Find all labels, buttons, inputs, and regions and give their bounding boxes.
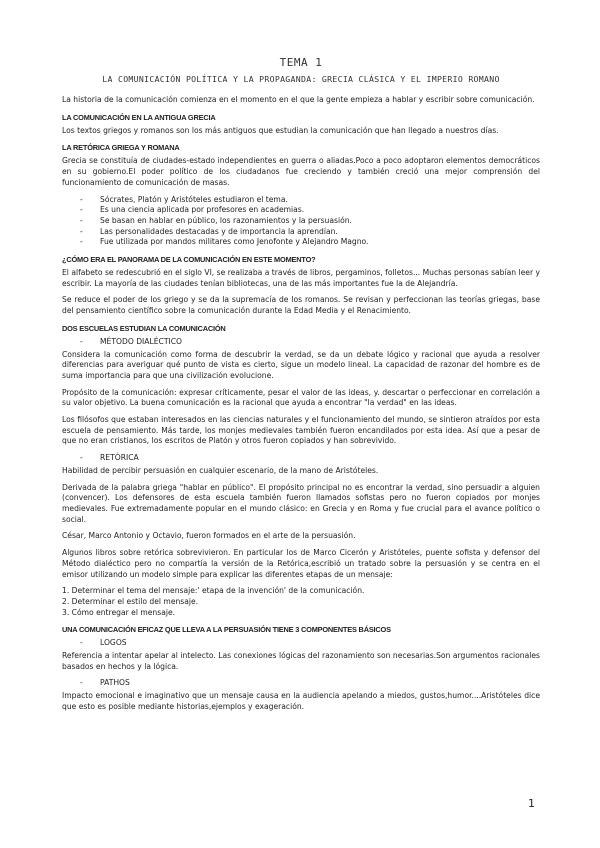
list-item: - Las personalidades destacadas y de importancia la aprendían. <box>62 227 540 238</box>
list-item: 1. Determinar el tema del mensaje:' etapa de la invención' de la comunicación. <box>62 586 365 596</box>
paragraph: Los textos griegos y romanos son los más antiguos que estudian la comunicación que han llegado a nuestros días. <box>62 125 499 135</box>
list-item: - Sócrates, Platón y Aristóteles estudiaron el tema. <box>62 195 540 206</box>
document-page <box>62 56 540 719</box>
paragraph: Referencia a intentar apelar al intelecto. Las conexiones lógicas del razonamiento son necesarias.Son argumentos racionales basados en hechos y la lógica. <box>62 651 540 671</box>
section-heading-escuelas: DOS ESCUELAS ESTUDIAN LA COMUNICACIÓN <box>62 323 226 333</box>
paragraph: Grecia se constituía de ciudades-estado independientes en guerra o aliadas.Poco a poco adoptaron elementos democráticos en su gobierno.El poder político de los ciudadanos fue creciendo y también creció una mejor comprensión del funcionamiento de comunicación de masas. <box>62 156 540 187</box>
page-number: 1 <box>528 797 535 810</box>
list-item: 2. Determinar el estilo del mensaje. <box>62 596 199 606</box>
paragraph: Los filósofos que estaban interesados en las ciencias naturales y el funcionamiento del mundo, se sintieron atraídos por esta escuela de pensamiento. Más tarde, los monjes medievales también fueron encandilados por esta idea. Así que a pesar de que no eran cristianos, los escritos de Platón y otros fueron copiados y han sobrevivido. <box>62 415 540 446</box>
topic-number: TEMA 1 <box>279 56 323 69</box>
numbered-list <box>62 586 540 618</box>
paragraph: Habilidad de percibir persuasión en cualquier escenario, de la mano de Aristóteles. <box>62 465 379 475</box>
intro-paragraph: La historia de la comunicación comienza en el momento en el que la gente empieza a hablar y escribir sobre comunicación. <box>62 95 535 104</box>
paragraph: Impacto emocional e imaginativo que un mensaje causa en la audiencia apelando a miedos, gustos,humor....Aristóteles dice que esto es posible mediante historias,ejemplos y exageración. <box>62 691 540 711</box>
paragraph: Derivada de la palabra griega "hablar en público". El propósito principal no es encontrar la verdad, sino persuadir a alguien (convencer). Los defensores de esta escuela también fueron llamados sofistas pero no fueron copiados por monjes medievales. Fue extremadamente popular en el mundo clásico: en Grecia y en Roma y fue crucial para el avance político o social. <box>62 482 540 524</box>
section-heading-componentes: UNA COMUNICACIÓN EFICAZ QUE LLEVA A LA PERSUASIÓN TIENE 3 COMPONENTES BÁSICOS <box>62 625 391 635</box>
list-item: 3. Cómo entregar el mensaje. <box>62 607 176 617</box>
subheading-retorica: - RETÓRICA <box>62 453 540 464</box>
paragraph: César, Marco Antonio y Octavio, fueron formados en el arte de la persuasión. <box>62 531 356 541</box>
paragraph: El alfabeto se redescubrió en el siglo VI, se realizaba a través de libros, pergaminos, folletos... Muchas personas sabían leer y escribir. La mayoría de las ciudades tenían bibliotecas, una de las más importantes fue la de Alejandría. <box>62 268 540 288</box>
list-item: - Fue utilizada por mandos militares como Jenofonte y Alejandro Magno. <box>62 237 540 248</box>
paragraph: Se reduce el poder de los griego y se da la supremacía de los romanos. Se revisan y perfeccionan las teorías griegas, base del pensamiento científico sobre la comunicación durante la Edad Media y el Renacimiento. <box>62 295 540 316</box>
list-item: - Se basan en hablar en público, los razonamientos y la persuasión. <box>62 216 540 227</box>
section-heading-grecia: LA COMUNICACIÓN EN LA ANTIGUA GRECIA <box>62 112 216 122</box>
paragraph: Algunos libros sobre retórica sobrevivieron. En particular los de Marco Cicerón y Aristóteles, puente sofista y defensor del Método dialéctico pero no compartía la versión de la Retórica,escribió un tratado sobre la persuasión y se centra en el emisor utilizando un modelo simple para explicar las diferentes etapas de un mensaje: <box>62 548 540 579</box>
bullet-list <box>62 195 540 249</box>
subheading-metodo-dialectico: - MÉTODO DIALÉCTICO <box>62 337 540 348</box>
subheading-pathos: - PATHOS <box>62 678 540 689</box>
paragraph: Considera la comunicación como forma de descubrir la verdad, se da un debate lógico y racional que ayuda a resolver diferencias para averiguar qué punto de vista es cierto, sigue un modelo lineal. La capacidad de razonar del hombre es de suma importancia para que una civilización evolucione. <box>62 349 540 380</box>
section-heading-retorica: LA RETÓRICA GRIEGA Y ROMANA <box>62 143 180 153</box>
section-heading-panorama: ¿CÓMO ERA EL PANORAMA DE LA COMUNICACIÓN EN ESTE MOMENTO? <box>62 255 316 265</box>
list-item: - Es una ciencia aplicada por profesores en academias. <box>62 205 540 216</box>
document-title: LA COMUNICACIÓN POLÍTICA Y LA PROPAGANDA: GRECIA CLÁSICA Y EL IMPERIO ROMANO <box>102 74 500 84</box>
paragraph: Propósito de la comunicación: expresar críticamente, pesar el valor de las ideas, y. descartar o perfeccionar en correlación a su valor objetivo. La buena comunicación es la racional que ayuda a encontrar "la verdad" en las ideas. <box>62 387 540 408</box>
subheading-logos: - LOGOS <box>62 638 540 649</box>
